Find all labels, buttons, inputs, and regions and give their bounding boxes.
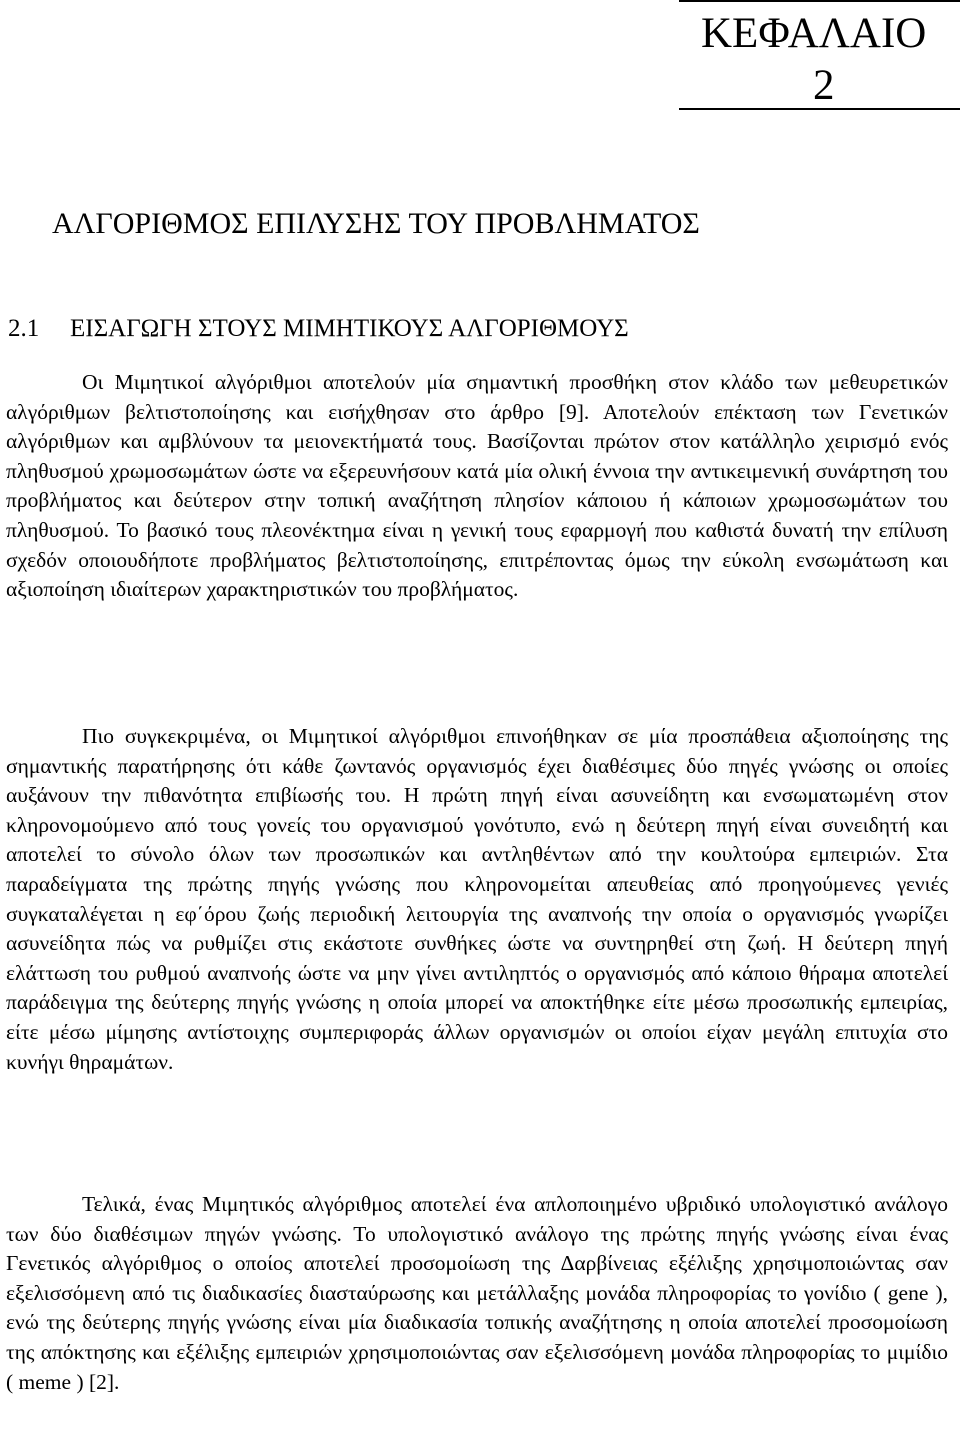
chapter-title: ΑΛΓΟΡΙΘΜΟΣ ΕΠΙΛΥΣΗΣ ΤΟΥ ΠΡΟΒΛΗΜΑΤΟΣ [52, 207, 700, 240]
body-paragraph-1: Οι Μιμητικοί αλγόριθμοι αποτελούν μία σημαντική προσθήκη στον κλάδο των μεθευρετικών αλγόριθμων βελτιστοποίησης και εισήχθησαν στο άρθρο [9]. Αποτελούν επέκταση των Γενετικών αλγόριθμων και αμβλύνουν τα μειονεκτήματά τους. Βασίζονται πρώτον στον κατάλληλο χειρισμό ενός πληθυσμού χρωμοσωμάτων ώστε να εξερευνήσουν κατά μία ολική έννοια την αντικειμενική συνάρτηση του προβλήματος και δεύτερον στην τοπική αναζήτηση πλησίον κάποιου ή κάποιων χρωμοσωμάτων του πληθυσμού. Το βασικό τους πλεονέκτημα είναι η γενική τους εφαρμογή που καθιστά δυνατή την επίλυση σχεδόν οποιουδήποτε προβλήματος βελτιστοποίησης, επιτρέποντας όμως την εύκολη ενσωμάτωση και αξιοποίηση ιδιαίτερων χαρακτηριστικών του προβλήματος. [6, 370, 948, 602]
section-number: 2.1 [8, 315, 40, 342]
section-heading [8, 312, 629, 346]
body-paragraph-3: Τελικά, ένας Μιμητικός αλγόριθμος αποτελεί ένα απλοποιημένο υβριδικό υπολογιστικό ανάλογο των δύο διαθέσιμων πηγών γνώσης. Το υπολογιστικό ανάλογο της πρώτης πηγής γνώσης είναι ένας Γενετικός αλγόριθμος ο οποίος αποτελεί προσομοίωση της Δαρβίνειας εξέλιξης χρησιμοποιώντας σαν εξελισσόμενη από τις διαδικασίες διασταύρωσης και μετάλλαξης μονάδα πληροφορίας το γονίδιο ( gene ), ενώ της δεύτερης πηγής γνώσης είναι μία διαδικασία τοπικής αναζήτησης η οποία αποτελεί προσομοίωση της απόκτησης και εξέλιξης εμπειριών χρησιμοποιώντας σαν εξελισσόμενη μονάδα πληροφορίας το μιμίδιο ( meme ) [2]. [6, 1192, 948, 1394]
chapter-number: 2 [813, 62, 835, 109]
body-paragraph-2: Πιο συγκεκριμένα, οι Μιμητικοί αλγόριθμοι επινοήθηκαν σε μία προσπάθεια αξιοποίησης της σημαντικής παρατήρησης ότι κάθε ζωντανός οργανισμός έχει διαθέσιμες δύο πηγές γνώσης οι οποίες αυξάνουν την πιθανότητα επιβίωσής του. Η πρώτη πηγή είναι ασυνείδητη και ενσωματωμένη στον κληρονομούμενο από τους γονείς του οργανισμού γονότυπο, ενώ η δεύτερη πηγή είναι συνειδητή και αποτελεί το σύνολο όλων των προσωπικών και αντληθέντων από την κουλτούρα εμπειριών. Στα παραδείγματα της πρώτης πηγής γνώσης που κληρονομείται απευθείας από προηγούμενες γενιές συγκαταλέγεται η εφ΄όρου ζωής περιοδική λειτουργία της αναπνοής την οποία ο οργανισμός γνωρίζει ασυνείδητα πώς να ρυθμίζει στις εκάστοτε συνθήκες ώστε να συντηρηθεί στη ζωή. Η δεύτερη πηγή ελάττωση του ρυθμού αναπνοής ώστε να μην γίνει αντιληπτός ο οργανισμός από κάποιο θήραμα αποτελεί παράδειγμα της δεύτερης πηγής γνώσης η οποία μπορεί να αποκτήθηκε είτε μέσω προσωπικής εμπειρίας, είτε μέσω μίμησης αντίστοιχης συμπεριφοράς άλλων οργανισμών οι οποίοι είχαν μεγάλη επιτυχία στο κυνήγι θηραμάτων. [6, 724, 948, 1074]
section-title: ΕΙΣΑΓΩΓΗ ΣΤΟΥΣ ΜΙΜΗΤΙΚΟΥΣ ΑΛΓΟΡΙΘΜΟΥΣ [70, 315, 629, 342]
chapter-word: ΚΕΦΑΛΑΙΟ [701, 10, 927, 57]
chapter-heading-box [679, 0, 960, 110]
